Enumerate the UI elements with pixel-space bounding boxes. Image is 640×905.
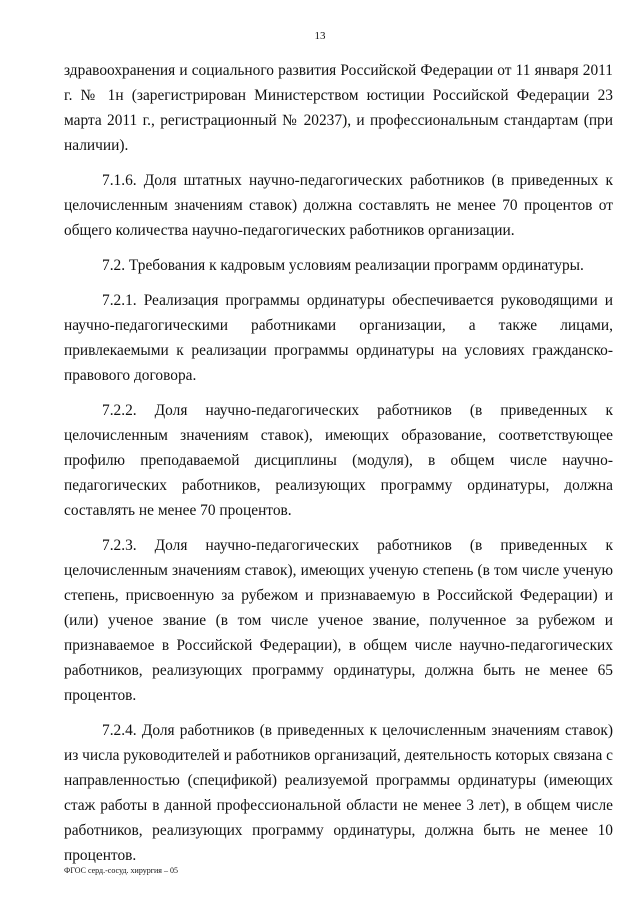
paragraph-7-2-2: 7.2.2. Доля научно-педагогических работников (в приведенных к целочисленным значениям ставок), имеющих образование, соответствующее профилю преподаваемой дисциплины (модуля), в общем числе научно-педагогических работников, реализующих программу ординатуры, должна составлять не менее 70 процентов.: [64, 402, 613, 519]
page-number: 13: [314, 30, 326, 42]
paragraph-continuation: здравоохранения и социального развития Российской Федерации от 11 января 2011 г. № 1н (зарегистрирован Министерством юстиции Российской Федерации 23 марта 2011 г., регистрационный № 20237), и профессиональным стандартам (при наличии).: [64, 62, 613, 154]
paragraph-7-1-6: 7.1.6. Доля штатных научно-педагогических работников (в приведенных к целочисленным значениям ставок) должна составлять не менее 70 процентов от общего количества научно-педагогических работников организации.: [64, 172, 613, 239]
paragraph-7-2-3: 7.2.3. Доля научно-педагогических работников (в приведенных к целочисленным значениям ставок), имеющих ученую степень (в том числе ученую степень, присвоенную за рубежом и признаваемую в Российской Федерации) и (или) ученое звание (в том числе ученое звание, полученное за рубежом и признаваемое в Российской Федерации), в общем числе научно-педагогических работников, реализующих программу ординатуры, должна быть не менее 65 процентов.: [64, 537, 613, 704]
paragraph-7-2-4: 7.2.4. Доля работников (в приведенных к целочисленным значениям ставок) из числа руководителей и работников организаций, деятельность которых связана с направленностью (спецификой) реализуемой программы ординатуры (имеющих стаж работы в данной профессиональной области не менее 3 лет), в общем числе работников, реализующих программу ординатуры, должна быть не менее 10 процентов.: [64, 722, 613, 864]
paragraph-7-2-1: 7.2.1. Реализация программы ординатуры обеспечивается руководящими и научно-педагогическими работниками организации, а также лицами, привлекаемыми к реализации программы ординатуры на условиях гражданско-правового договора.: [64, 292, 613, 384]
footer-label: ФГОС серд.-сосуд. хирургия – 05: [64, 866, 178, 875]
paragraph-7-2: 7.2. Требования к кадровым условиям реализации программ ординатуры.: [102, 257, 584, 274]
document-body: [64, 58, 613, 878]
